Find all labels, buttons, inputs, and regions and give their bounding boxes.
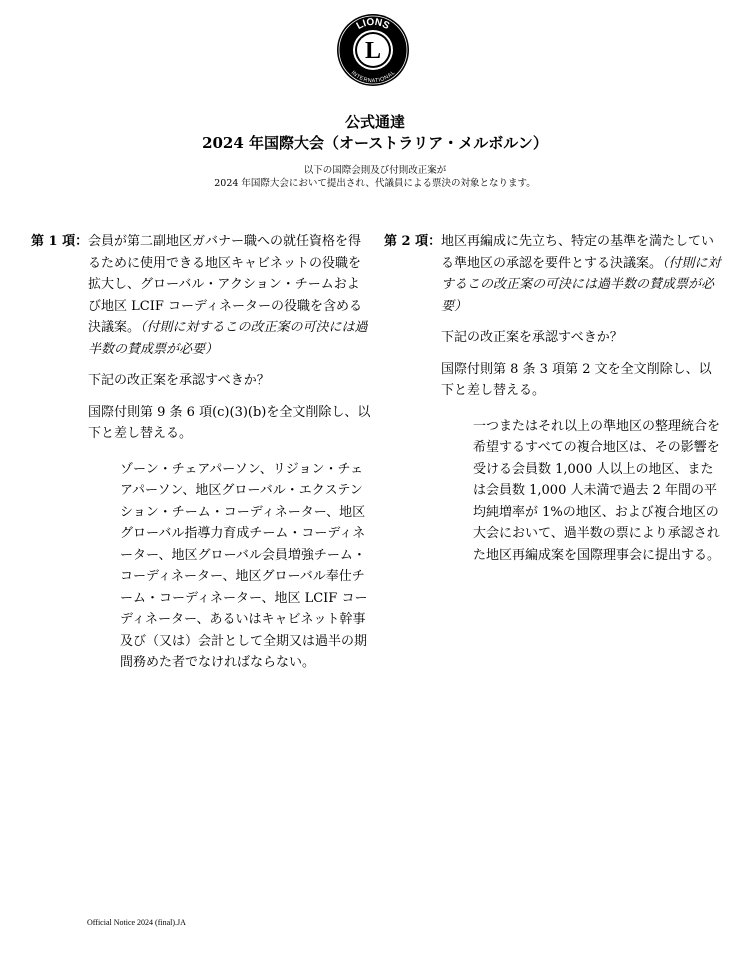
item-2-resolution [384, 231, 724, 566]
subtitle-line-2: 2024 年国際大会において提出され、代議員による票決の対象となります。 [214, 178, 536, 189]
page-title: 公式通達 [344, 113, 405, 131]
logo-top-text: LIONS [354, 16, 392, 33]
item-1-column [31, 231, 371, 674]
item-1-note: （付則に対するこの改正案の可決には過半数の賛成票が必要） [88, 320, 368, 357]
item-2-label: 第 2 項： [384, 234, 442, 249]
notice-header [0, 112, 750, 190]
item-1-label: 第 1 項： [31, 234, 89, 249]
item-1-resolution [31, 231, 371, 674]
item-2-column [384, 231, 724, 566]
item-1-question: 下記の改正案を承認すべきか？ [88, 373, 270, 388]
logo-letter: L [364, 38, 382, 64]
convention-title: 2024 年国際大会（オーストラリア・メルボルン） [202, 134, 548, 152]
item-2-content [441, 231, 724, 566]
item-2-question: 下記の改正案を承認すべきか？ [441, 330, 623, 345]
item-1-instruction: 国際付則第 9 条 6 項(c)(3)(b)を全文削除し、以下と差し替える。 [88, 404, 371, 441]
footer-filename: Official Notice 2024 (final).JA [87, 918, 186, 927]
item-1-content [88, 231, 371, 674]
item-1-amendment-text: ゾーン・チェアパーソン、リジョン・チェアパーソン、地区グローバル・エクステンション・チーム・コーディネーター、地区グローバル指導力育成チーム・コーディネーター、地区グローバル会員増強チーム・コーディネーター、地区グローバル奉仕チーム・コーディネーター、地区 LCIF コーディネーター、あるいはキャビネット幹事及び（又は）会計として全期又は過半の期間務めた者でなければならない。 [120, 461, 368, 670]
subtitle [0, 164, 750, 190]
item-2-body: 地区再編成に先立ち、特定の基準を満たしている準地区の承認を要件とする決議案。 [441, 234, 715, 271]
item-2-amendment-text: 一つまたはそれ以上の準地区の整理統合を希望するすべての複合地区は、その影響を受ける会員数 1,000 人以上の地区、または会員数 1,000 人未満で過去 2 年間の平均純増率が 1%の地区、および複合地区の大会において、過半数の票により承認された地区再編成案を国際理事会に提出する。 [473, 418, 721, 563]
item-1-body: 会員が第二副地区ガバナー職への就任資格を得るために使用できる地区キャビネットの役職を拡大し、グローバル・アクション・チームおよび地区 LCIF コーディネーターの役職を含める決議案。 [88, 234, 362, 335]
subtitle-line-1: 以下の国際会則及び付則改正案が [303, 165, 447, 176]
lions-logo [335, 12, 411, 88]
item-2-instruction: 国際付則第 8 条 3 項第 2 文を全文削除し、以下と差し替える。 [441, 361, 712, 398]
item-2-note: （付則に対するこの改正案の可決には過半数の賛成票が必要） [441, 255, 721, 314]
logo-bottom-text: INTERNATIONAL [349, 70, 397, 85]
